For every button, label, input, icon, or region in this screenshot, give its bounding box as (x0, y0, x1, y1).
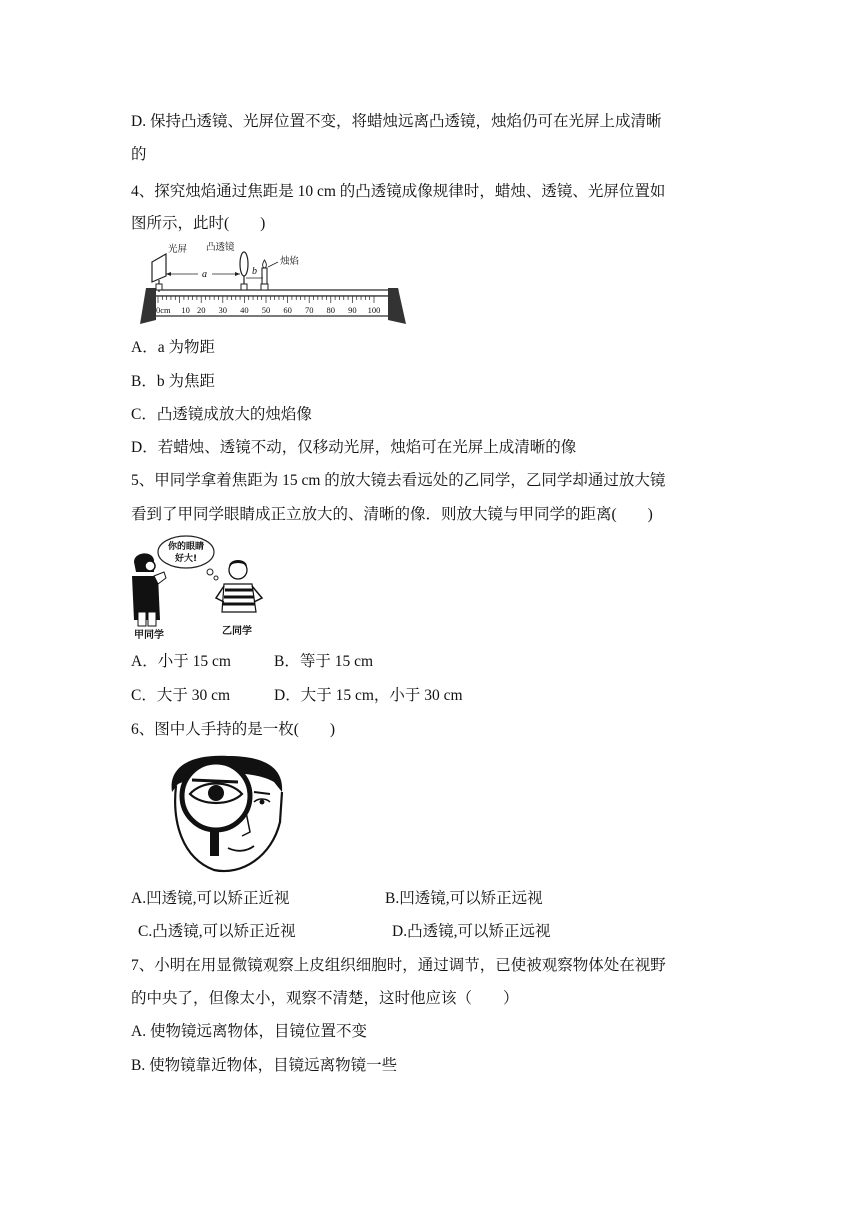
q4-stem-line1: 4、探究烛焰通过焦距是 10 cm 的凸透镜成像规律时，蜡烛、透镜、光屏位置如 (131, 183, 666, 200)
candle (262, 268, 267, 284)
q6-option-c: C.凸透镜,可以矫正近视 (138, 923, 296, 940)
flame-icon (263, 260, 267, 268)
magnifier-face-figure (162, 752, 292, 876)
label-jia: 甲同学 (134, 630, 164, 641)
q7-stem-line2: 的中央了，但像太小，观察不清楚，这时他应该（ ） (131, 990, 519, 1007)
bench-rail (148, 290, 398, 296)
label-a: a (202, 269, 207, 280)
q7-stem-line1: 7、小明在用显微镜观察上皮组织细胞时，通过调节，已使被观察物体处在视野 (131, 957, 666, 974)
ruler-tick-label: 30 (218, 305, 228, 315)
bubble-line2: 好大! (174, 554, 198, 564)
optical-bench-figure (140, 240, 410, 328)
ruler-tick-label: 10 (181, 305, 190, 315)
ruler-tick-label: 60 (283, 305, 292, 315)
label-yi: 乙同学 (222, 626, 252, 637)
q6-option-b: B.凹透镜,可以矫正远视 (385, 890, 543, 907)
q4-option-b: B．b 为焦距 (131, 373, 215, 390)
q4-option-c: C．凸透镜成放大的烛焰像 (131, 406, 312, 423)
label-lens: 凸透镜 (206, 242, 235, 253)
ruler-tick-label: 50 (261, 305, 271, 315)
q5-option-d: D．大于 15 cm，小于 30 cm (274, 687, 463, 704)
ruler-tick-label: 70 (304, 305, 314, 315)
person-jia (132, 553, 166, 626)
bubble-line1: 你的眼睛 (167, 542, 205, 552)
bench-right-support (388, 288, 406, 324)
ruler-tick-label: 90 (348, 305, 357, 315)
magnifier-handle (210, 830, 219, 856)
q6-stem: 6、图中人手持的是一枚( ) (131, 721, 336, 738)
convex-lens (240, 252, 248, 276)
light-screen (152, 254, 166, 282)
label-screen: 光屏 (168, 244, 188, 255)
q4-option-a: A．a 为物距 (131, 339, 215, 356)
q4-option-d: D．若蜡烛、透镜不动，仅移动光屏，烛焰可在光屏上成清晰的像 (131, 439, 577, 456)
ruler-tick-label: 40 (240, 305, 249, 315)
q3-option-d-line2: 的 (131, 146, 147, 163)
q6-option-d: D.凸透镜,可以矫正远视 (392, 923, 551, 940)
q5-stem-line2: 看到了甲同学眼睛成正立放大的、清晰的像．则放大镜与甲同学的距离( ) (131, 506, 653, 523)
ruler-unit-label: 0cm (156, 305, 171, 315)
bench-left-support (140, 288, 156, 324)
q6-option-a: A.凹透镜,可以矫正近视 (131, 890, 290, 907)
q5-option-a: A．小于 15 cm (131, 653, 231, 670)
classmates-figure (130, 532, 280, 642)
q7-option-a: A. 使物镜远离物体，目镜位置不变 (131, 1023, 367, 1040)
q5-option-b: B．等于 15 cm (274, 653, 374, 670)
q5-option-c: C．大于 30 cm (131, 687, 231, 704)
ruler-tick-label: 100 (367, 305, 381, 315)
label-b: b (252, 266, 257, 277)
ruler-tick-label: 80 (326, 305, 336, 315)
person-yi (216, 560, 262, 612)
q5-stem-line1: 5、甲同学拿着焦距为 15 cm 的放大镜去看远处的乙同学，乙同学却通过放大镜 (131, 472, 666, 489)
q4-stem-line2: 图所示，此时( ) (131, 215, 266, 232)
q7-option-b: B. 使物镜靠近物体，目镜远离物镜一些 (131, 1057, 398, 1074)
label-candle: 烛焰 (280, 256, 300, 267)
q3-option-d-line1: D. 保持凸透镜、光屏位置不变，将蜡烛远离凸透镜，烛焰仍可在光屏上成清晰 (131, 113, 662, 130)
ruler-tick-label: 20 (196, 305, 206, 315)
